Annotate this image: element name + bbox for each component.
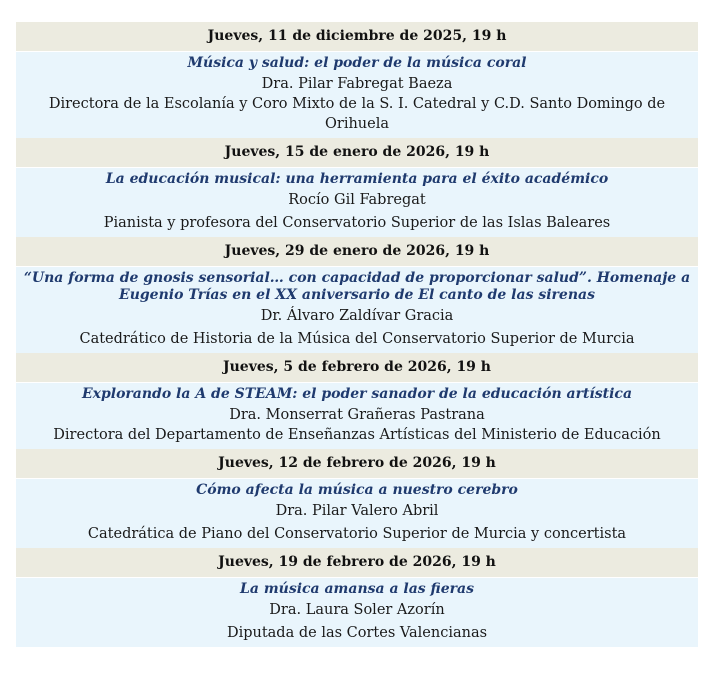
event-speaker-role: Catedrático de Historia de la Música del Conservatorio Superior de Murcia	[79, 331, 635, 347]
event-date: Jueves, 12 de febrero de 2026, 19 h	[16, 449, 698, 478]
event-speaker-role: Directora de la Escolanía y Coro Mixto de la S. I. Catedral y C.D. Santo Domingo de Orihuela	[48, 96, 666, 132]
event-speaker: Dra. Monserrat Grañeras Pastrana	[229, 407, 485, 423]
event-details	[16, 167, 698, 237]
event-title: Cómo afecta la música a nuestro cerebro	[196, 482, 518, 498]
event-date: Jueves, 11 de diciembre de 2025, 19 h	[16, 22, 698, 51]
event-details	[16, 266, 698, 353]
event-speaker-role: Pianista y profesora del Conservatorio Superior de las Islas Baleares	[103, 215, 611, 231]
event-date: Jueves, 5 de febrero de 2026, 19 h	[16, 353, 698, 382]
event-title: Explorando la A de STEAM: el poder sanador de la educación artística	[81, 386, 633, 402]
event-title: “Una forma de gnosis sensorial… con capacidad de proporcionar salud”. Homenaje a Eugenio Trías en el XX aniversario de El canto de las sirenas	[23, 270, 691, 303]
event-speaker: Dra. Pilar Fabregat Baeza	[261, 76, 453, 92]
event-speaker-role: Directora del Departamento de Enseñanzas Artísticas del Ministerio de Educación	[53, 427, 661, 443]
event-details	[16, 478, 698, 548]
event-speaker-role: Diputada de las Cortes Valencianas	[226, 625, 488, 641]
event-speaker: Rocío Gil Fabregat	[288, 192, 426, 208]
event-speaker-role: Catedrática de Piano del Conservatorio Superior de Murcia y concertista	[87, 526, 627, 542]
event-speaker: Dr. Álvaro Zaldívar Gracia	[260, 308, 454, 324]
event-details	[16, 577, 698, 647]
event-title: Música y salud: el poder de la música coral	[187, 55, 527, 71]
event-title: La educación musical: una herramienta para el éxito académico	[105, 171, 609, 187]
event-date: Jueves, 15 de enero de 2026, 19 h	[16, 138, 698, 167]
event-details	[16, 51, 698, 138]
event-title: La música amansa a las fieras	[240, 581, 474, 597]
event-date: Jueves, 19 de febrero de 2026, 19 h	[16, 548, 698, 577]
event-details	[16, 382, 698, 449]
event-speaker: Dra. Laura Soler Azorín	[269, 602, 445, 618]
events-table	[16, 22, 698, 647]
event-date: Jueves, 29 de enero de 2026, 19 h	[16, 237, 698, 266]
event-speaker: Dra. Pilar Valero Abril	[275, 503, 439, 519]
